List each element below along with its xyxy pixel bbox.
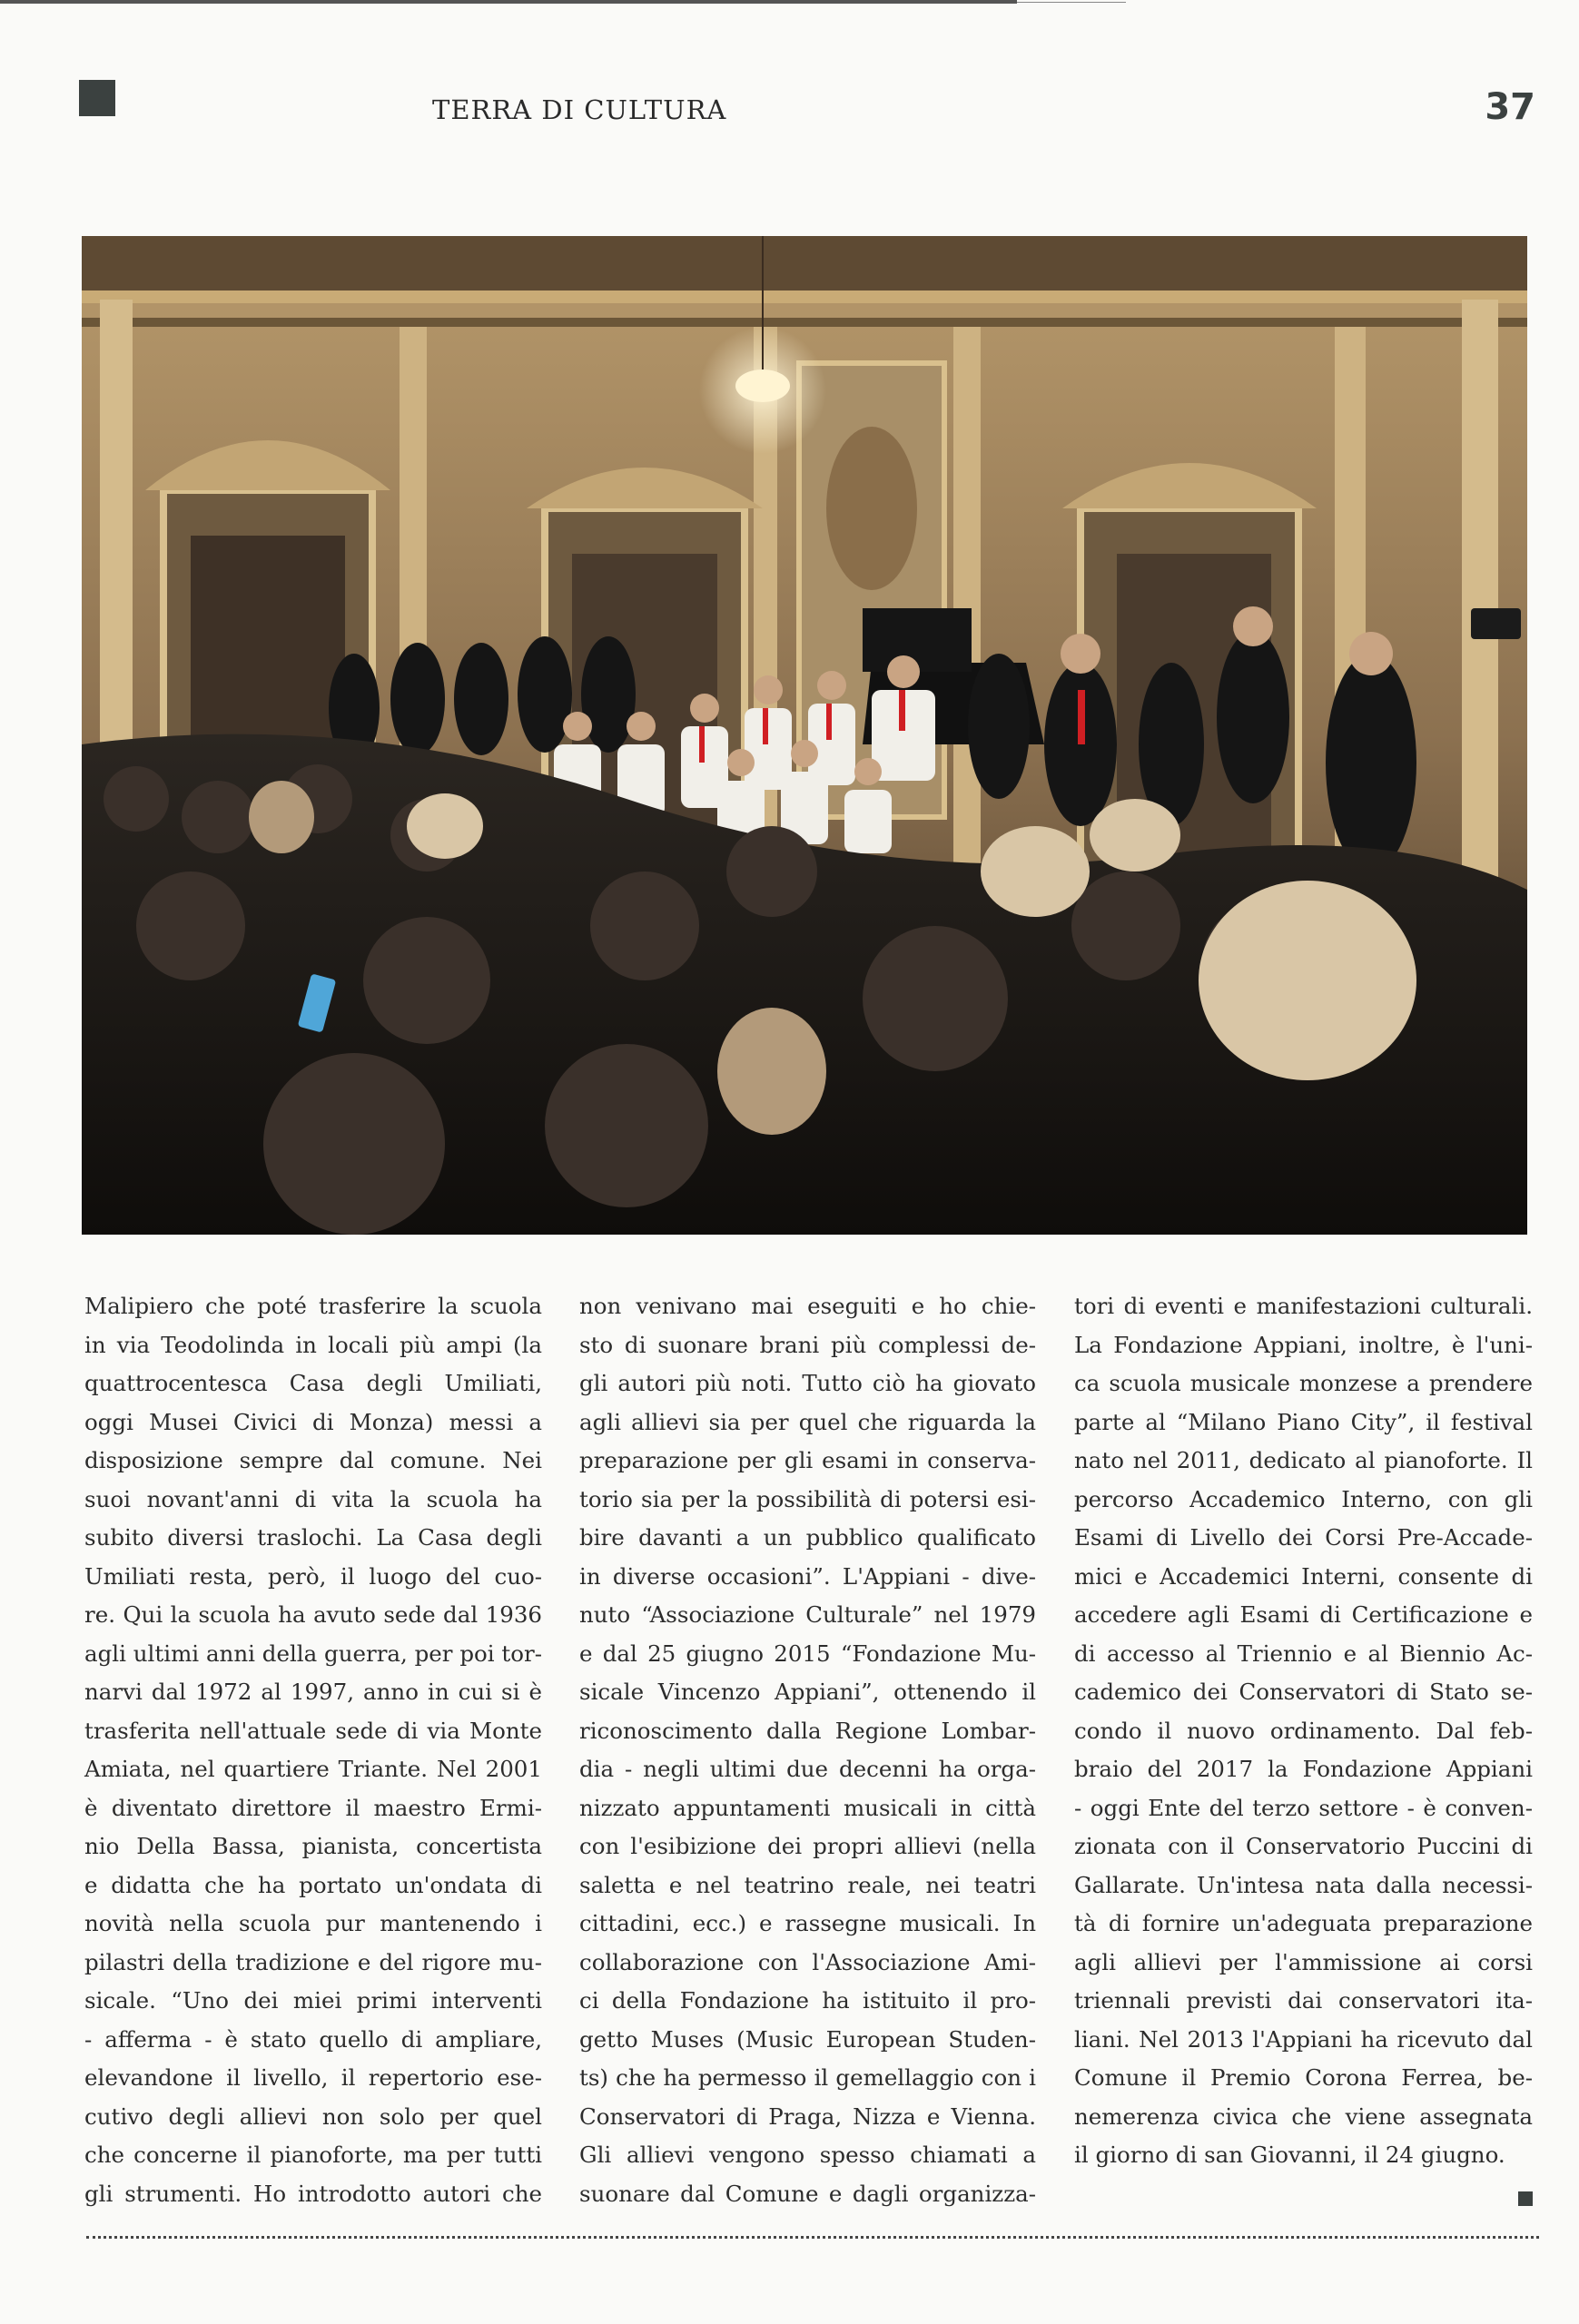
text-line: agli ultimi anni della guerra, per poi tor-: [84, 1640, 542, 1667]
text-line: triennali previsti dai conservatori ita-: [1074, 1987, 1533, 2014]
text-line: con l'esibizione dei propri allievi (nella: [579, 1833, 1036, 1859]
text-line: - afferma - è stato quello di ampliare,: [84, 2025, 542, 2053]
text-column-3: [1074, 1287, 1533, 2175]
text-line: re. Qui la scuola ha avuto sede dal 1936: [84, 1601, 542, 1628]
text-line: suonare dal Comune e dagli organizza-: [579, 2180, 1036, 2207]
text-line: tori di eventi e manifestazioni culturali.: [1074, 1293, 1533, 1319]
text-line: in diverse occasioni”. L'Appiani - dive-: [579, 1562, 1036, 1590]
text-line: dia - negli ultimi due decenni ha orga-: [579, 1756, 1036, 1782]
text-column-1: [84, 1287, 542, 2213]
text-line: gli strumenti. Ho introdotto autori che: [84, 2180, 542, 2207]
concert-photo-icon: [82, 236, 1527, 1235]
text-line: Amiata, nel quartiere Triante. Nel 2001: [84, 1756, 542, 1782]
text-line: saletta e nel teatrino reale, nei teatri: [579, 1871, 1036, 1898]
text-line: nio Della Bassa, pianista, concertista: [84, 1833, 542, 1859]
text-line: Esami di Livello dei Corsi Pre-Accade-: [1074, 1524, 1533, 1551]
text-line: elevandone il livello, il repertorio ese-: [84, 2064, 542, 2091]
text-line: tà di fornire un'adeguata preparazione: [1074, 1910, 1533, 1936]
text-line: suoi novant'anni di vita la scuola ha: [84, 1485, 542, 1512]
text-line: quattrocentesca Casa degli Umiliati,: [84, 1370, 542, 1396]
text-line: narvi dal 1972 al 1997, anno in cui si è: [84, 1679, 542, 1705]
text-line: e dal 25 giugno 2015 “Fondazione Mu-: [579, 1640, 1036, 1667]
text-line: ts) che ha permesso il gemellaggio con i: [579, 2064, 1036, 2091]
text-line: percorso Accademico Interno, con gli: [1074, 1485, 1533, 1512]
text-line: braio del 2017 la Fondazione Appiani: [1074, 1756, 1533, 1782]
text-line: preparazione per gli esami in conserva-: [579, 1447, 1036, 1473]
text-line: disposizione sempre dal comune. Nei: [84, 1447, 542, 1473]
page-number: 37: [1485, 86, 1535, 128]
text-line: che concerne il pianoforte, ma per tutti: [84, 2142, 542, 2168]
text-line: getto Muses (Music European Studen-: [579, 2025, 1036, 2053]
text-line: collaborazione con l'Associazione Ami-: [579, 1948, 1036, 1975]
text-line: Malipiero che poté trasferire la scuola: [84, 1293, 542, 1319]
text-line: e didatta che ha portato un'ondata di: [84, 1871, 542, 1898]
text-line: cademico dei Conservatori di Stato se-: [1074, 1679, 1533, 1705]
text-line: subito diversi traslochi. La Casa degli: [84, 1524, 542, 1551]
text-line: agli allievi sia per quel che riguarda la: [579, 1408, 1036, 1435]
text-line: La Fondazione Appiani, inoltre, è l'uni-: [1074, 1331, 1533, 1358]
section-title: TERRA DI CULTURA: [432, 94, 727, 125]
text-line: Gallarate. Un'intesa nata dalla necessi-: [1074, 1871, 1533, 1898]
text-line: mici e Accademici Interni, consente di: [1074, 1562, 1533, 1590]
top-rule-thin: [1017, 2, 1126, 3]
text-line: cutivo degli allievi non solo per quel: [84, 2102, 542, 2130]
text-line: parte al “Milano Piano City”, il festival: [1074, 1408, 1533, 1435]
text-line: condo il nuovo ordinamento. Dal feb-: [1074, 1717, 1533, 1744]
text-line: in via Teodolinda in locali più ampi (la: [84, 1331, 542, 1358]
text-line: sicale Vincenzo Appiani”, ottenendo il: [579, 1679, 1036, 1705]
text-line: Umiliati resta, però, il luogo del cuo-: [84, 1562, 542, 1590]
text-line: ci della Fondazione ha istituito il pro-: [579, 1987, 1036, 2014]
text-line: è diventato direttore il maestro Ermi-: [84, 1794, 542, 1821]
text-line: pilastri della tradizione e del rigore mu-: [84, 1948, 542, 1975]
text-line: nato nel 2011, dedicato al pianoforte. Il: [1074, 1447, 1533, 1473]
text-line: novità nella scuola pur mantenendo i: [84, 1910, 542, 1936]
text-line: riconoscimento dalla Regione Lombar-: [579, 1717, 1036, 1744]
text-line: trasferita nell'attuale sede di via Monte: [84, 1717, 542, 1744]
section-marker-square: [79, 80, 115, 116]
text-line: Gli allievi vengono spesso chiamati a: [579, 2142, 1036, 2168]
text-line: zionata con il Conservatorio Puccini di: [1074, 1833, 1533, 1859]
text-line: nuto “Associazione Culturale” nel 1979: [579, 1601, 1036, 1628]
text-line: il giorno di san Giovanni, il 24 giugno.: [1074, 2142, 1505, 2168]
text-line: sto di suonare brani più complessi de-: [579, 1331, 1036, 1358]
text-line: Conservatori di Praga, Nizza e Vienna.: [579, 2102, 1036, 2130]
text-line: torio sia per la possibilità di potersi esi-: [579, 1485, 1036, 1512]
text-line: ca scuola musicale monzese a prendere: [1074, 1370, 1533, 1396]
article-end-square: [1518, 2191, 1533, 2206]
text-line: non venivano mai eseguiti e ho chie-: [579, 1293, 1036, 1319]
text-column-2: [579, 1287, 1036, 2213]
text-line: gli autori più noti. Tutto ciò ha giovato: [579, 1370, 1036, 1396]
text-line: accedere agli Esami di Certificazione e: [1074, 1601, 1533, 1628]
text-line: - oggi Ente del terzo settore - è conven-: [1074, 1794, 1533, 1821]
text-line: nizzato appuntamenti musicali in città: [579, 1794, 1036, 1821]
text-line: Comune il Premio Corona Ferrea, be-: [1074, 2064, 1533, 2091]
text-line: liani. Nel 2013 l'Appiani ha ricevuto dal: [1074, 2025, 1533, 2053]
text-line: sicale. “Uno dei miei primi interventi: [84, 1987, 542, 2014]
text-line: agli allievi per l'ammissione ai corsi: [1074, 1948, 1533, 1975]
text-line: di accesso al Triennio e al Biennio Ac-: [1074, 1640, 1533, 1667]
text-line: nemerenza civica che viene assegnata: [1074, 2102, 1533, 2130]
text-line: oggi Musei Civici di Monza) messi a: [84, 1408, 542, 1435]
concert-photo: [82, 236, 1527, 1235]
text-line: cittadini, ecc.) e rassegne musicali. In: [579, 1910, 1036, 1936]
text-line: bire davanti a un pubblico qualificato: [579, 1524, 1036, 1551]
bottom-dotted-rule: [86, 2236, 1539, 2239]
top-rule: [0, 0, 1017, 4]
